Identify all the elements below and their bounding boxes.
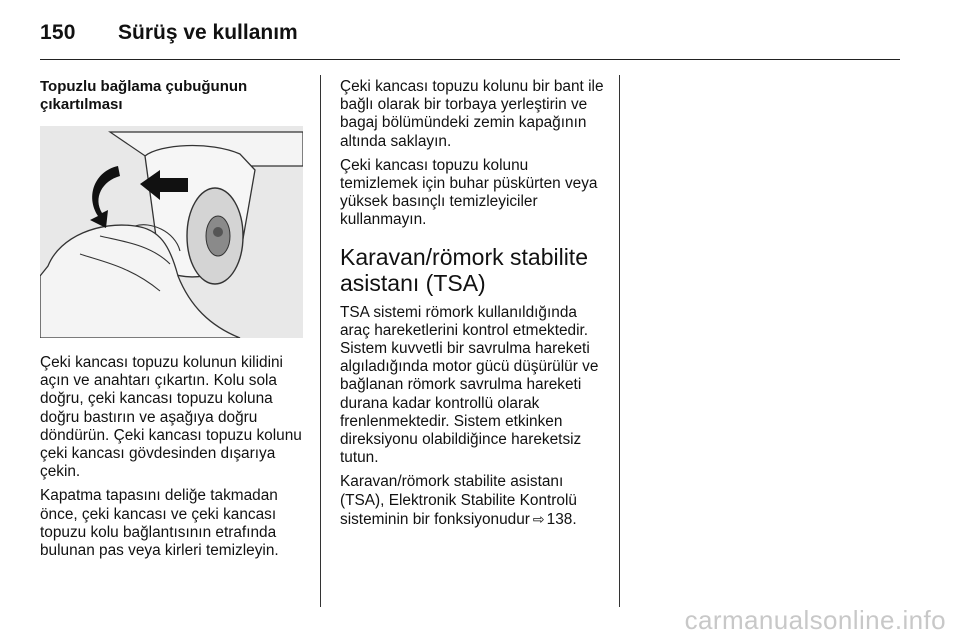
cross-reference-arrow-icon: ⇨	[532, 510, 545, 527]
page-number: 150	[40, 21, 76, 44]
mid-paragraph-1: Çeki kancası topuzu kolunu bir bant ile bağlı olarak bir torbaya yerleştirin ve bagaj bölümündeki zemin kapağının altında saklayın.	[340, 78, 604, 150]
tow-bar-knob-illustration-icon	[40, 126, 303, 338]
watermark: carmanualsonline.info	[684, 605, 946, 635]
mid-paragraph-4-text: Karavan/römork stabilite asistanı (TSA), Elektronik Stabilite Kontrolü sisteminin bir fonksiyonudur	[340, 473, 577, 528]
page-reference-link[interactable]: 138.	[546, 510, 577, 528]
knob-center	[213, 227, 223, 237]
left-paragraph-2: Kapatma tapasını deliğe takmadan önce, çeki kancası ve çeki kancası topuzu kolu bağlantısının etrafında bulunan pas veya kirleri temizleyin.	[40, 487, 279, 560]
left-paragraph-1: Çeki kancası topuzu kolunun kilidini açın ve anahtarı çıkartın. Kolu sola doğru, çeki kancası topuzu koluna doğru bastırın ve aşağıya doğru döndürün. Çeki kancası topuzu kolunu çeki kancası gövdesinden dışarıya çekin.	[40, 354, 302, 481]
mid-paragraph-3: TSA sistemi römork kullanıldığında araç hareketlerini kontrol etmektedir. Sistem kuvvetli bir savrulma hareketi algıladığında motor gücü düşürülür ve bağlanan römork savrulma hareketi durana kadar kontrollü olarak frenlenmektedir. Sistem etkinken direksiyonu olabildiğince hareketsiz tutun.	[340, 303, 599, 467]
middle-column	[340, 78, 610, 535]
header-rule	[40, 59, 900, 60]
left-column	[40, 78, 305, 566]
section-heading: Karavan/römork stabilite asistanı (TSA)	[340, 243, 588, 296]
mid-paragraph-2: Çeki kancası topuzu kolunu temizlemek için buhar püskürten veya yüksek basınçlı temizleyiciler kullanmayın.	[340, 156, 598, 229]
column-divider-right	[619, 75, 620, 607]
page-title: Sürüş ve kullanım	[118, 21, 298, 44]
subheading: Topuzlu bağlama çubuğunun çıkartılması	[40, 78, 248, 113]
mid-paragraph-4	[340, 473, 610, 529]
column-divider-left	[320, 75, 321, 607]
